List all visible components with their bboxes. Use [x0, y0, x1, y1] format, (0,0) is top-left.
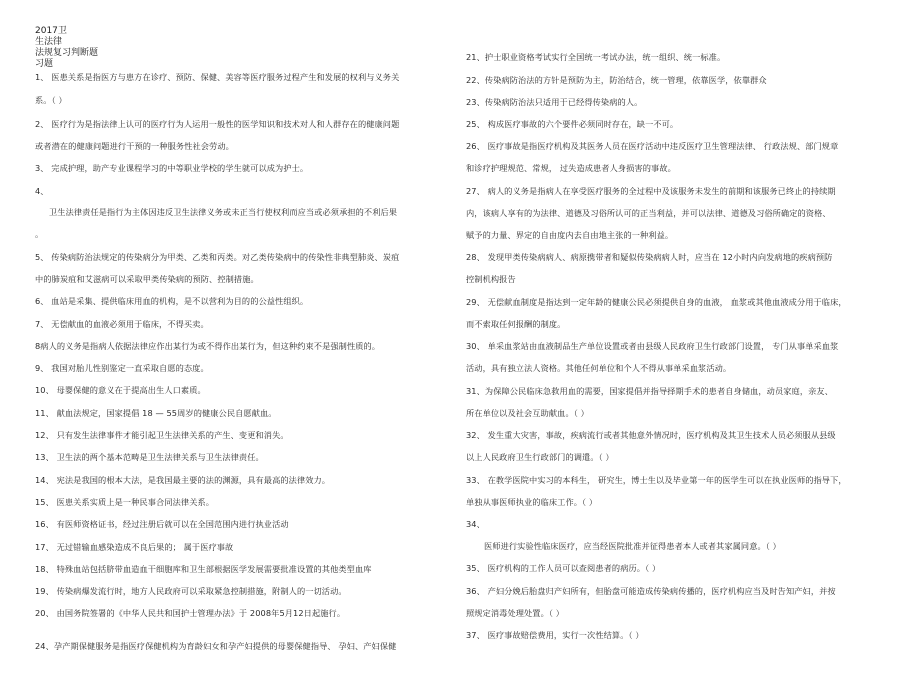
text-line: 11、 献血法规定，国家提倡 18 — 55周岁的健康公民自愿献血。: [35, 408, 277, 418]
text-line: 14、 宪法是我国的根本大法，是我国最主要的法的渊源，具有最高的法律效力。: [35, 475, 331, 485]
text-line: 36、 产妇分娩后胎盘归产妇所有，但胎盘可能造成传染病传播的，医疗机构应当及时告知产妇，并按: [466, 586, 836, 596]
text-line: 29、 无偿献血制度是指达到一定年龄的健康公民必须提供自身的血液， 血浆或其他血液成分用于临床，: [466, 297, 847, 307]
text-line: 16、 有医师资格证书，经过注册后就可以在全国范围内进行执业活动: [35, 519, 289, 529]
document-header: [35, 26, 98, 70]
text-line: 23、传染病防治法只适用于已经得传染病的人。: [466, 97, 643, 107]
text-line: 而不索取任何报酬的制度。: [466, 319, 566, 329]
text-line: 8病人的义务是指病人依据法律应作出某行为或不得作出某行为，但这种约束不是强制性质的。: [35, 341, 381, 351]
text-line: 22、传染病防治法的方针是预防为主，防治结合，统一管理，依靠医学，依靠群众: [466, 75, 767, 85]
text-line: 20、 由国务院签署的《中华人民共和国护士管理办法》于 2008年5月12日起施行。: [35, 608, 346, 618]
text-line: 单独从事医师执业的临床工作。（ ）: [466, 497, 598, 507]
text-line: 和诊疗护理规范、常规， 过失造成患者人身损害的事故。: [466, 163, 676, 173]
text-line: 37、 医疗事故赔偿费用，实行一次性结算。（ ）: [466, 630, 644, 640]
header-line-2: 生法律: [35, 37, 63, 47]
text-line: 。: [35, 229, 44, 239]
text-line: 6、 血站是采集、提供临床用血的机构，是不以营利为目的的公益性组织。: [35, 296, 309, 306]
text-line: 4、: [35, 186, 49, 196]
text-line: 13、 卫生法的两个基本范畴是卫生法律关系与卫生法律责任。: [35, 452, 264, 462]
text-line: 27、 病人的义务是指病人在享受医疗服务的全过程中及该服务未发生的前期和该服务已终止的持续期: [466, 186, 836, 196]
header-line-3: 法规复习判断题: [35, 48, 99, 58]
text-line: 9、 我国对胎儿性别鉴定一直采取自愿的态度。: [35, 363, 209, 373]
text-line: 2、 医疗行为是指法律上认可的医疗行为人运用一般性的医学知识和技术对人和人群存在的健康问题: [35, 119, 400, 129]
text-line: 控制机构报告: [466, 274, 516, 284]
text-line: 12、 只有发生法律事件才能引起卫生法律关系的产生、变更和消失。: [35, 430, 289, 440]
text-line: 3、 完成护理，助产专业课程学习的中等职业学校的学生就可以成为护士。: [35, 163, 309, 173]
header-line-4: 习题: [35, 59, 54, 69]
text-line: 照规定消毒处理处置。（ ）: [466, 608, 565, 618]
text-line: 赋予的力量、界定的自由度内去自由地主张的一种利益。: [466, 230, 674, 240]
text-line: 25、 构成医疗事故的六个要件必须同时存在，缺一不可。: [466, 119, 679, 129]
header-line-1: 2017卫: [35, 26, 67, 36]
text-line: 17、 无过错输血感染造成不良后果的； 属于医疗事故: [35, 542, 234, 552]
text-line: 35、 医疗机构的工作人员可以查阅患者的病历。（ ）: [466, 563, 661, 573]
text-line: 内，该病人享有的为法律、道德及习俗所认可的正当利益，并可以法律、道德及习俗所确定的资格、: [466, 208, 831, 218]
text-line: 26、 医疗事故是指医疗机构及其医务人员在医疗活动中违反医疗卫生管理法律、 行政法规、部门规章: [466, 141, 839, 151]
text-line: 卫生法律责任是指行为主体因违反卫生法律义务或未正当行使权利而应当或必须承担的不利后果: [49, 207, 398, 217]
text-line: 7、 无偿献血的血液必须用于临床，不得买卖。: [35, 319, 209, 329]
text-line: 1、 医患关系是指医方与患方在诊疗、预防、保健、美容等医疗服务过程产生和发展的权利与义务关: [35, 72, 400, 82]
text-line: 19、 传染病爆发流行时，地方人民政府可以采取紧急控制措施，附制人的一切活动。: [35, 586, 347, 596]
text-line: 21、护士职业资格考试实行全国统一考试办法，统一组织、统一标准。: [466, 52, 726, 62]
text-line: 33、 在教学医院中实习的本科生， 研究生，博士生以及毕业第一年的医学生可以在执业医师的指导下，: [466, 475, 847, 485]
text-line: 5、 传染病防治法规定的传染病分为甲类、乙类和丙类。对乙类传染病中的传染性非典型肺炎、炭疽: [35, 252, 400, 262]
text-line: 以上人民政府卫生行政部门的调遣。（ ）: [466, 452, 614, 462]
text-line: 所在单位以及社会互助献血。（ ）: [466, 408, 589, 418]
text-line: 18、 特殊血站包括脐带血造血干细胞库和卫生部根据医学发展需要批准设置的其他类型血库: [35, 564, 372, 574]
text-line: 24、孕产期保健服务是指医疗保健机构为育龄妇女和孕产妇提供的母婴保健指导、 孕妇、产妇保健: [35, 641, 397, 651]
text-line: 32、 发生重大灾害，事故，疾病流行或者其他意外情况时，医疗机构及其卫生技术人员必须服从县级: [466, 430, 836, 440]
text-line: 30、 单采血浆站由血液制品生产单位设置或者由县级人民政府卫生行政部门设置， 专门从事单采血浆: [466, 341, 839, 351]
text-line: 28、 发现甲类传染病病人、病原携带者和疑似传染病病人时，应当在 12小时内向发病地的疾病预防: [466, 252, 833, 262]
text-line: 31、为保障公民临床急救用血的需要，国家提倡并指导择期手术的患者自身储血，动员家庭，亲友、: [466, 386, 833, 396]
text-line: 活动，具有独立法人资格。其他任何单位和个人不得从事单采血浆活动。: [466, 363, 732, 373]
text-line: 34、: [466, 519, 485, 529]
text-line: 系。（ ）: [35, 95, 67, 105]
text-line: 15、 医患关系实质上是一种民事合同法律关系。: [35, 497, 215, 507]
text-line: 医师进行实验性临床医疗，应当经医院批准并征得患者本人或者其家属同意。（ ）: [484, 541, 781, 551]
text-line: 中的肺炭疽和艾滋病可以采取甲类传染病的预防、控制措施。: [35, 274, 259, 284]
text-line: 10、 母婴保健的意义在于提高出生人口素质。: [35, 385, 206, 395]
text-line: 或者潜在的健康问题进行干预的一种服务性社会劳动。: [35, 141, 234, 151]
